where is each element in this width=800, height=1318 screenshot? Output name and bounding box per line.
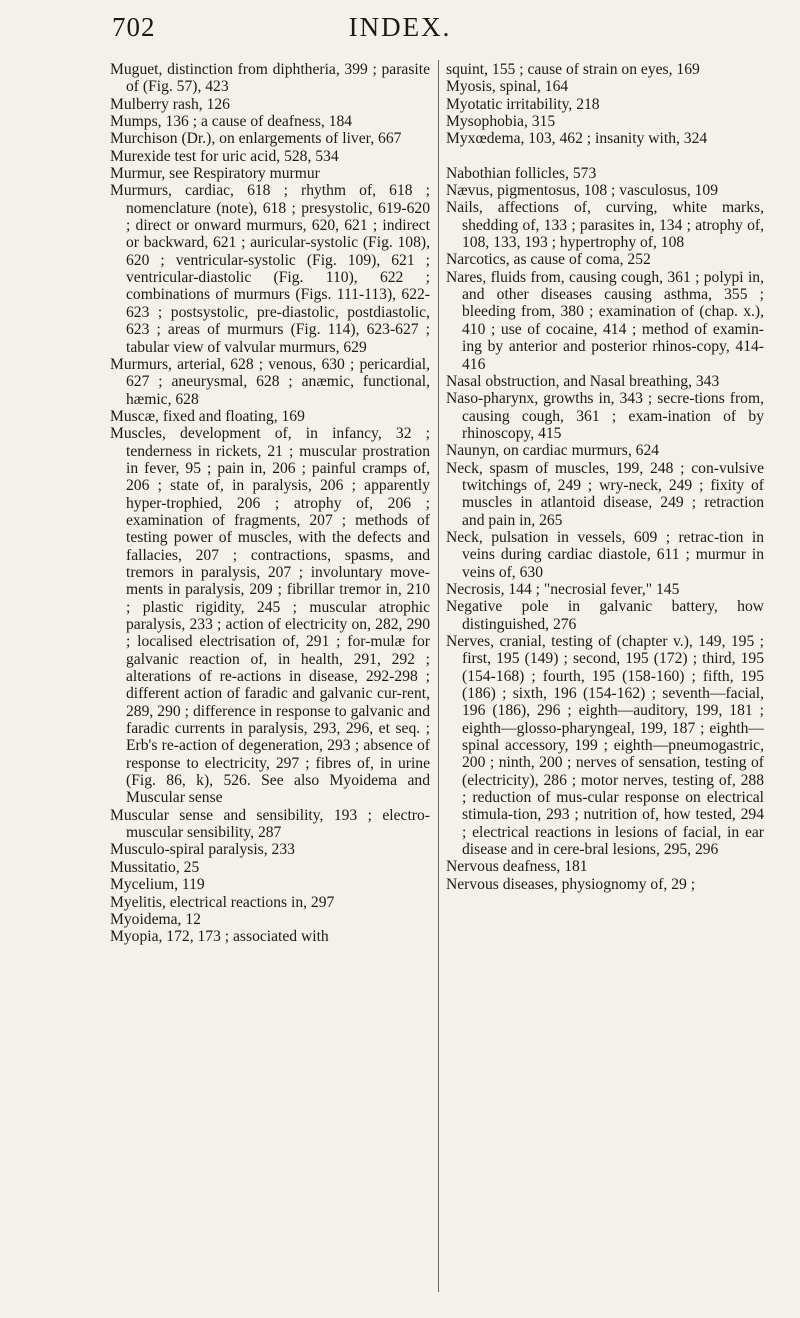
index-entry: Nasal obstruction, and Nasal breathing, 343 — [446, 372, 720, 390]
section-gap — [446, 148, 764, 165]
index-entry: Mulberry rash, 126 — [110, 95, 230, 113]
index-entry: Murmur, see Respiratory murmur — [110, 165, 320, 183]
page-header — [0, 12, 800, 52]
index-entry: Nævus, pigmentosus, 108 ; vasculosus, 109 — [446, 182, 719, 200]
index-entry: Naunyn, on cardiac murmurs, 624 — [446, 442, 660, 460]
index-entry: Murmurs, arterial, 628 ; venous, 630 ; pericardial, 627 ; aneurysmal, 628 ; anæmic, functional, hæmic, 628 — [110, 355, 430, 408]
index-entry: Narcotics, as cause of coma, 252 — [446, 251, 651, 269]
index-entry: Nerves, cranial, testing of (chapter v.), 149, 195 ; first, 195 (149) ; second, 195 (172) ; third, 195 (154-168) ; fourth, 195 (158-160) ; fifth, 195 (186) ; sixth, 196 (154-162) ; seventh—facial, 196 (186), 296 ; eighth—auditory, 199, 181 ; eighth—glosso-pharyngeal, 199, 187 ; eighth—spinal accessory, 199 ; eighth—pneumogastric, 200 ; ninth, 200 ; nerves of sensation, testing of (electricity), 286 ; motor nerves, testing of, 288 ; reduction of mus-cular response on electrical stimula-tion, 293 ; nutrition of, how tested, 294 ; electrical reactions in lesions of facial, in ear disease and in cere-bral lesions, 295, 296 — [446, 633, 764, 859]
index-entry: Mussitatio, 25 — [110, 858, 200, 876]
index-entry: Nabothian follicles, 573 — [446, 164, 597, 182]
index-entry: Muscæ, fixed and floating, 169 — [110, 407, 305, 425]
index-entry: Negative pole in galvanic battery, how distinguished, 276 — [446, 598, 764, 633]
index-entry: Nervous diseases, physiognomy of, 29 ; — [446, 875, 696, 893]
index-entry: Myotatic irritability, 218 — [446, 95, 600, 113]
index-entry: Murexide test for uric acid, 528, 534 — [110, 147, 339, 165]
index-column-left — [110, 61, 430, 946]
index-entry: Neck, pulsation in vessels, 609 ; retrac-tion in veins during cardiac diastole, 611 ; murmur in veins of, 630 — [446, 528, 764, 581]
index-entry: Mycelium, 119 — [110, 876, 205, 894]
index-entry: Muscular sense and sensibility, 193 ; electro-muscular sensibility, 287 — [110, 806, 430, 842]
index-entry: Necrosis, 144 ; "necrosial fever," 145 — [446, 580, 680, 598]
index-column-right — [446, 61, 764, 893]
index-entry: Muguet, distinction from diphtheria, 399 ; parasite of (Fig. 57), 423 — [110, 61, 430, 96]
index-entry: squint, 155 ; cause of strain on eyes, 169 — [446, 61, 700, 78]
index-entry: Nares, fluids from, causing cough, 361 ; polypi in, and other diseases causing asthma, 355 ; bleeding from, 380 ; examination of (chap. x.), 410 ; use of cocaine, 414 ; method of examin-ing by anterior and posterior rhinos-copy, 414-416 — [446, 268, 764, 373]
index-entry: Neck, spasm of muscles, 199, 248 ; con-vulsive twitchings of, 249 ; wry-neck, 249 ; fixity of muscles in atlantoid disease, 249 ; retraction and pain in, 265 — [446, 459, 764, 529]
index-entry: Mumps, 136 ; a cause of deafness, 184 — [110, 113, 353, 131]
index-entry: Myelitis, electrical reactions in, 297 — [110, 893, 335, 911]
column-divider — [438, 60, 439, 1292]
running-head: INDEX. — [348, 12, 452, 42]
index-entry: Nervous deafness, 181 — [446, 858, 588, 876]
index-entry: Naso-pharynx, growths in, 343 ; secre-tions from, causing cough, 361 ; exam-ination of by rhinoscopy, 415 — [446, 390, 764, 442]
index-entry: Myoidema, 12 — [110, 910, 201, 928]
index-entry: Myosis, spinal, 164 — [446, 78, 569, 96]
page-number: 702 — [112, 12, 156, 42]
index-entry: Musculo-spiral paralysis, 233 — [110, 841, 295, 859]
index-entry: Nails, affections of, curving, white marks, shedding of, 133 ; parasites in, 134 ; atrophy of, 108, 133, 193 ; hypertrophy of, 108 — [446, 199, 764, 252]
index-entry: Myopia, 172, 173 ; associated with — [110, 928, 329, 946]
index-entry: Murchison (Dr.), on enlargements of liver, 667 — [110, 130, 402, 148]
index-entry: Muscles, development of, in infancy, 32 ; tenderness in rickets, 21 ; muscular prostration in fever, 95 ; pain in, 206 ; painful cramps of, 206 ; state of, in paralysis, 206 ; apparently hyper-trophied, 206 ; atrophy of, 206 ; examination of fragments, 207 ; methods of testing power of muscles, with the defects and fallacies, 207 ; contractions, spasms, and tremors in paralysis, 207 ; involuntary move-ments in paralysis, 209 ; fibrillar tremor in, 210 ; plastic rigidity, 245 ; muscular atrophic paralysis, 233 ; action of electricity on, 282, 290 ; localised electrisation of, 291 ; for-mulæ for galvanic reaction of, in health, 291, 292 ; alterations of re-actions in disease, 292-298 ; different action of faradic and galvanic cur-rent, 289, 290 ; difference in response to galvanic and faradic currents in paralysis, 293, 296, et seq. ; Erb's re-action of degeneration, 293 ; absence of response to electricity, 297 ; fibres of, in urine (Fig. 86, k), 526. See also Myoidema and Muscular sense — [110, 425, 430, 807]
index-entry: Mysophobia, 315 — [446, 113, 556, 131]
index-entry: Murmurs, cardiac, 618 ; rhythm of, 618 ; nomenclature (note), 618 ; presystolic, 619-620 ; direct or onward murmurs, 620, 621 ; indirect or backward, 621 ; auricular-systolic (Fig. 108), 620 ; ventricular-systolic (Fig. 109), 621 ; ventricular-diastolic (Fig. 110), 622 ; combinations of murmurs (Figs. 111-113), 622-623 ; postsystolic, pre-diastolic, postdiastolic, 623 ; areas of murmurs (Fig. 114), 623-627 ; tabular view of valvular murmurs, 629 — [110, 182, 430, 356]
index-entry: Myxœdema, 103, 462 ; insanity with, 324 — [446, 130, 708, 148]
